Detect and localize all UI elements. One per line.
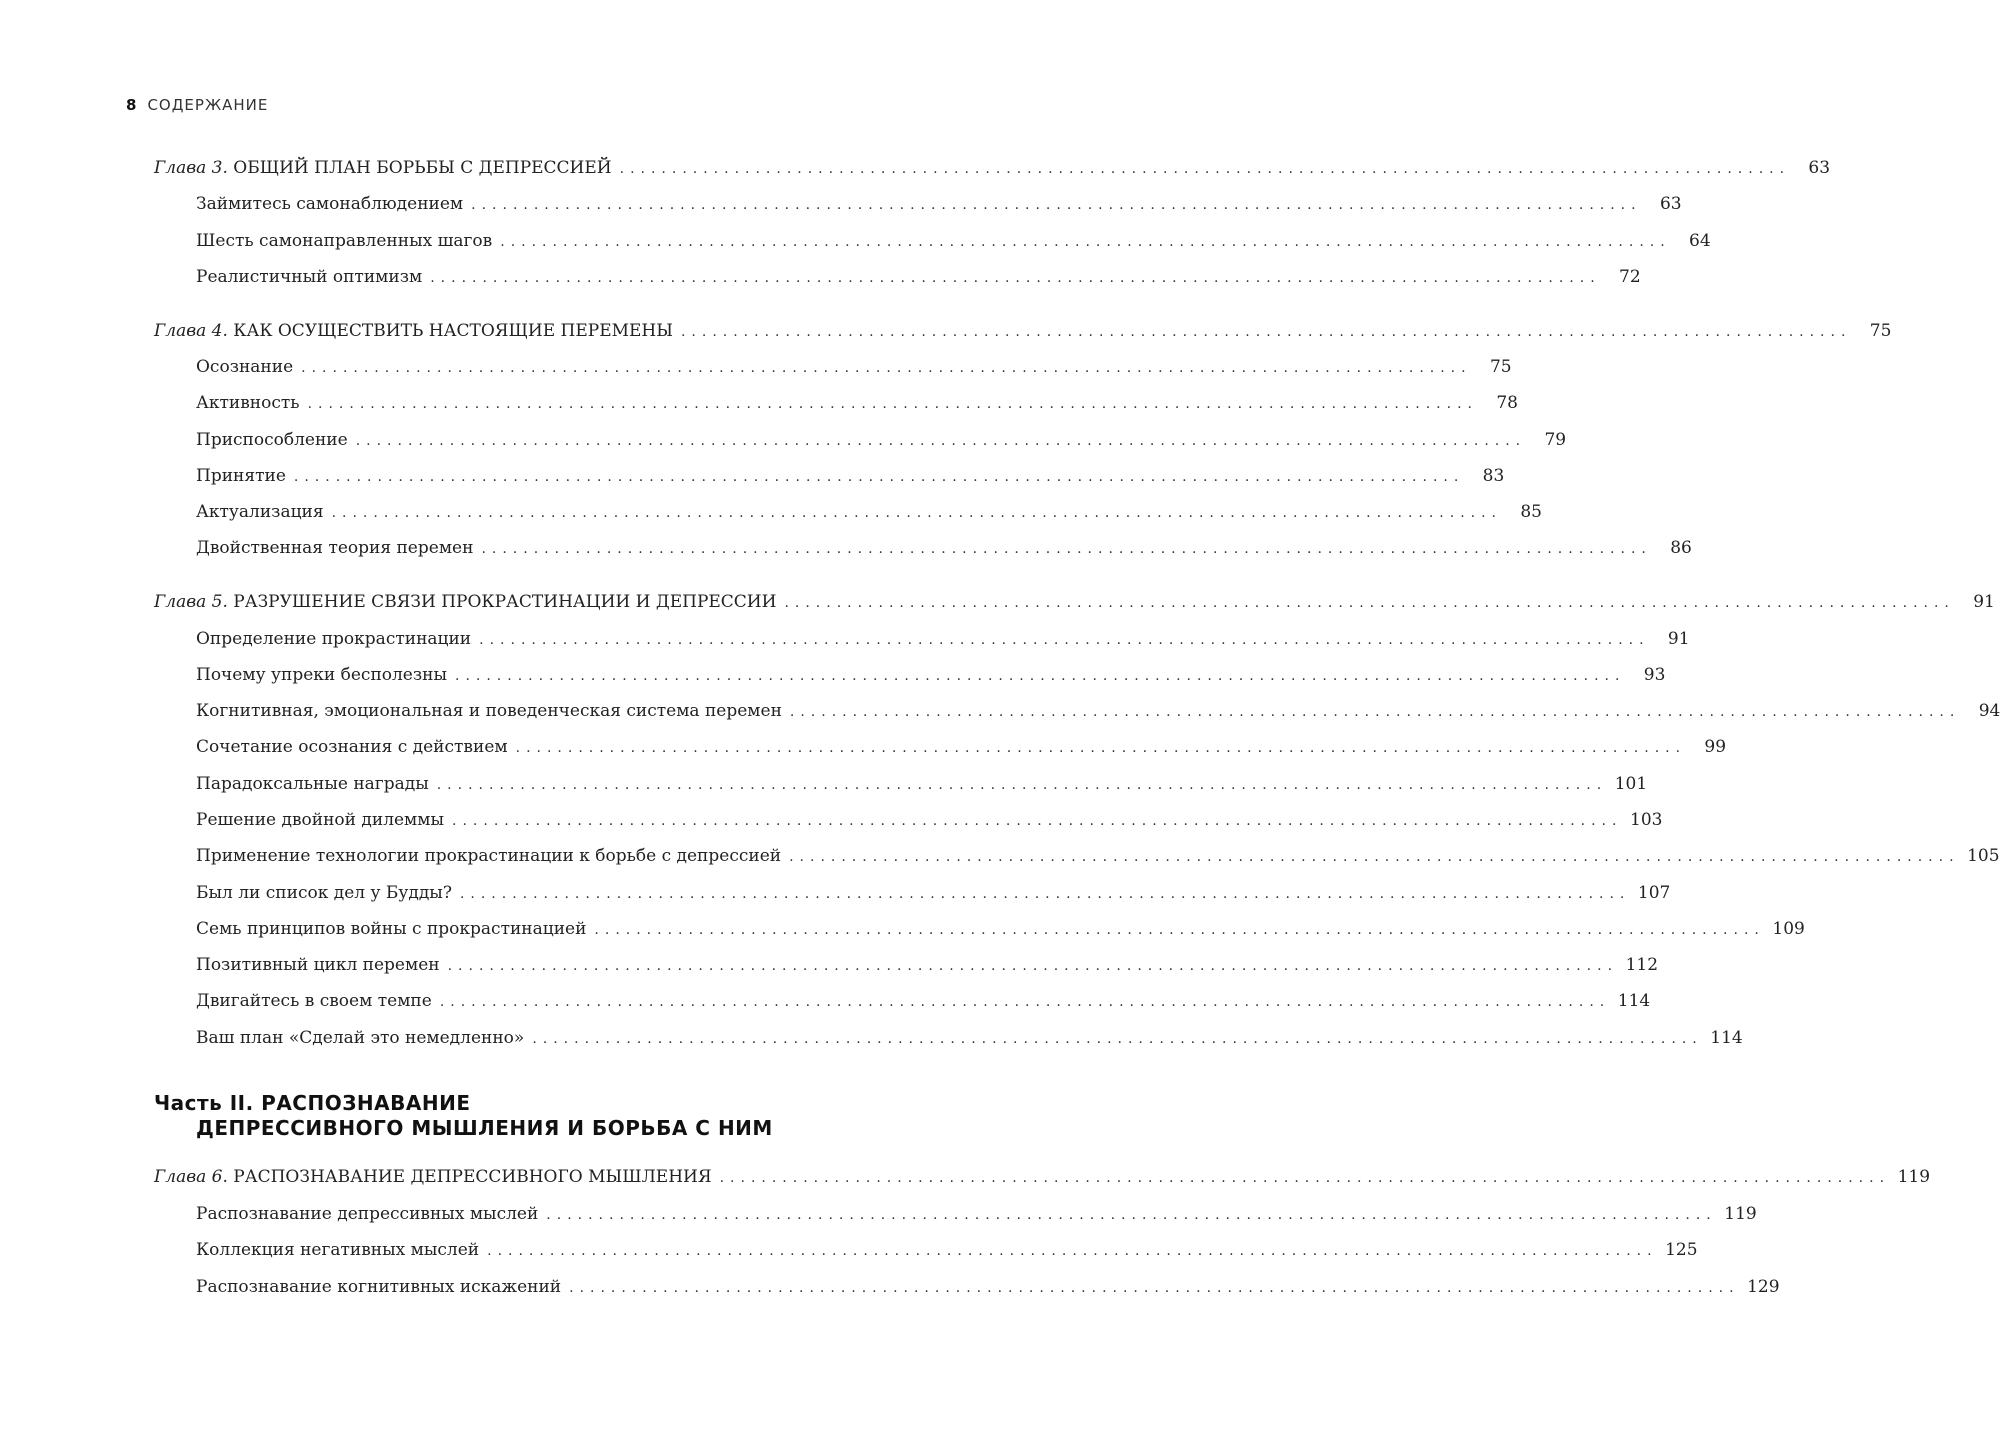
entry-label: Осознание: [196, 357, 294, 377]
toc-entry[interactable]: [196, 500, 1542, 524]
page-ref: 64: [1689, 231, 1711, 251]
entry-label: Ваш план «Сделай это немедленно»: [196, 1028, 525, 1048]
page-ref: 79: [1544, 430, 1567, 450]
page-ref: 103: [1630, 810, 1663, 830]
entry-label: Почему упреки бесполезны: [196, 665, 447, 685]
chapter-prefix: Глава 3.: [154, 158, 228, 178]
toc-entry[interactable]: [196, 536, 1692, 560]
page-ref: 63: [1808, 158, 1831, 178]
page-ref: 72: [1619, 267, 1641, 287]
entry-label: Двойственная теория перемен: [196, 538, 474, 558]
toc-entry[interactable]: [196, 844, 2000, 868]
toc-entry[interactable]: [196, 1202, 1757, 1226]
toc-entry[interactable]: [196, 699, 2000, 723]
entry-label: Сочетание осознания с действием: [196, 737, 508, 757]
entry-label: Распознавание депрессивных мыслей: [196, 1204, 539, 1224]
toc-entry[interactable]: [196, 192, 1682, 216]
page-number: 8: [126, 96, 138, 114]
entry-label: Коллекция негативных мыслей: [196, 1240, 480, 1260]
leader-dots: ................................................................................................................: [479, 632, 1650, 648]
entry-label: Распознавание когнитивных искажений: [196, 1277, 562, 1297]
entry-label: Позитивный цикл перемен: [196, 955, 440, 975]
toc-entry[interactable]: [196, 881, 1671, 905]
page-ref: 114: [1617, 991, 1651, 1011]
leader-dots: ................................................................................................................: [532, 1031, 1703, 1047]
page-ref: 125: [1665, 1240, 1698, 1260]
leader-dots: ................................................................................................................: [619, 161, 1791, 177]
entry-label: Семь принципов войны с прокрастинацией: [196, 919, 587, 939]
toc-entry[interactable]: [196, 464, 1505, 488]
leader-dots: ................................................................................................................: [481, 541, 1652, 557]
toc-entry[interactable]: [196, 735, 1727, 759]
toc-entry[interactable]: [196, 663, 1666, 687]
page-ref: 86: [1670, 538, 1692, 558]
page-ref: 129: [1747, 1277, 1780, 1297]
entry-label: Определение прокрастинации: [196, 629, 472, 649]
page-ref: 75: [1489, 357, 1512, 377]
entry-label: Активность: [196, 393, 300, 413]
leader-dots: ................................................................................................................: [447, 958, 1619, 974]
chapter-prefix: Глава 6.: [154, 1167, 228, 1187]
leader-dots: ................................................................................................................: [459, 886, 1631, 902]
leader-dots: ................................................................................................................: [569, 1280, 1740, 1296]
leader-dots: ................................................................................................................: [331, 505, 1502, 521]
page-ref: 119: [1897, 1167, 1931, 1187]
entry-label: Парадоксальные награды: [196, 774, 429, 794]
entry-label: Применение технологии прокрастинации к борьбе с депрессией: [196, 846, 782, 866]
part-heading-line2: ДЕПРЕССИВНОГО МЫШЛЕНИЯ И БОРЬБА С НИМ: [196, 1116, 773, 1140]
entry-label: Был ли список дел у Будды?: [196, 883, 452, 903]
part-heading: [154, 1091, 773, 1141]
toc-entry[interactable]: [196, 953, 1659, 977]
entry-label: Приспособление: [196, 430, 348, 450]
leader-dots: ................................................................................................................: [455, 668, 1626, 684]
toc-chapter-4[interactable]: [154, 319, 1892, 343]
toc-entry[interactable]: [196, 808, 1663, 832]
chapter-prefix: Глава 5.: [154, 592, 228, 612]
page-ref: 91: [1973, 592, 1995, 612]
page-ref: 105: [1967, 846, 2000, 866]
toc-entry[interactable]: [196, 989, 1651, 1013]
page-ref: 114: [1710, 1028, 1743, 1048]
toc-entry[interactable]: [196, 772, 1648, 796]
page-ref: 109: [1772, 919, 1805, 939]
running-head: [126, 96, 268, 114]
leader-dots: ................................................................................................................: [500, 234, 1671, 250]
leader-dots: ................................................................................................................: [293, 469, 1465, 485]
page-ref: 83: [1482, 466, 1505, 486]
chapter-prefix: Глава 4.: [154, 321, 228, 341]
page-ref: 101: [1614, 774, 1648, 794]
page-ref: 63: [1659, 194, 1682, 214]
leader-dots: ................................................................................................................: [546, 1207, 1717, 1223]
page-ref: 91: [1667, 629, 1690, 649]
entry-label: Шесть самонаправленных шагов: [196, 231, 493, 251]
toc-entry[interactable]: [196, 627, 1690, 651]
page-ref: 94: [1978, 701, 2000, 721]
leader-dots: ................................................................................................................: [789, 704, 1961, 720]
toc-entry[interactable]: [196, 391, 1518, 415]
leader-dots: ................................................................................................................: [719, 1170, 1891, 1186]
toc-entry[interactable]: [196, 1275, 1780, 1299]
leader-dots: ................................................................................................................: [789, 849, 1960, 865]
toc-entry[interactable]: [196, 428, 1567, 452]
leader-dots: ................................................................................................................: [439, 994, 1611, 1010]
leader-dots: ................................................................................................................: [515, 740, 1687, 756]
leader-dots: ................................................................................................................: [471, 197, 1642, 213]
page-ref: 99: [1704, 737, 1727, 757]
leader-dots: ................................................................................................................: [301, 360, 1472, 376]
leader-dots: ................................................................................................................: [680, 324, 1852, 340]
page-ref: 78: [1496, 393, 1518, 413]
page-ref: 75: [1869, 321, 1892, 341]
toc-entry[interactable]: [196, 229, 1711, 253]
chapter-title: КАК ОСУЩЕСТВИТЬ НАСТОЯЩИЕ ПЕРЕМЕНЫ: [233, 321, 673, 341]
entry-label: Реалистичный оптимизм: [196, 267, 423, 287]
leader-dots: ................................................................................................................: [452, 813, 1623, 829]
leader-dots: ................................................................................................................: [436, 777, 1608, 793]
entry-label: Займитесь самонаблюдением: [196, 194, 464, 214]
chapter-title: РАЗРУШЕНИЕ СВЯЗИ ПРОКРАСТИНАЦИИ И ДЕПРЕССИИ: [233, 592, 777, 612]
page-ref: 112: [1625, 955, 1659, 975]
toc-entry[interactable]: [196, 917, 1805, 941]
section-title: СОДЕРЖАНИЕ: [147, 96, 269, 114]
chapter-title: ОБЩИЙ ПЛАН БОРЬБЫ С ДЕПРЕССИЕЙ: [233, 158, 612, 178]
leader-dots: ................................................................................................................: [784, 595, 1955, 611]
page-ref: 85: [1520, 502, 1542, 522]
entry-label: Принятие: [196, 466, 286, 486]
leader-dots: ................................................................................................................: [307, 396, 1478, 412]
leader-dots: ................................................................................................................: [355, 433, 1527, 449]
page-ref: 119: [1724, 1204, 1757, 1224]
toc-entry[interactable]: [196, 355, 1512, 379]
entry-label: Когнитивная, эмоциональная и поведенческая система перемен: [196, 701, 782, 721]
toc-entry[interactable]: [196, 1026, 1743, 1050]
toc-chapter-6[interactable]: [154, 1165, 1931, 1189]
toc-chapter-3[interactable]: [154, 156, 1831, 180]
chapter-title: РАСПОЗНАВАНИЕ ДЕПРЕССИВНОГО МЫШЛЕНИЯ: [233, 1167, 712, 1187]
entry-label: Актуализация: [196, 502, 324, 522]
entry-label: Двигайтесь в своем темпе: [196, 991, 432, 1011]
toc-entry[interactable]: [196, 265, 1641, 289]
leader-dots: ................................................................................................................: [430, 270, 1601, 286]
entry-label: Решение двойной дилеммы: [196, 810, 445, 830]
toc-entry[interactable]: [196, 1238, 1698, 1262]
page-ref: 93: [1643, 665, 1666, 685]
leader-dots: ................................................................................................................: [487, 1243, 1658, 1259]
leader-dots: ................................................................................................................: [594, 922, 1765, 938]
part-heading-line1: Часть II. РАСПОЗНАВАНИЕ: [154, 1091, 471, 1115]
page-ref: 107: [1637, 883, 1671, 903]
toc-chapter-5[interactable]: [154, 590, 1995, 614]
